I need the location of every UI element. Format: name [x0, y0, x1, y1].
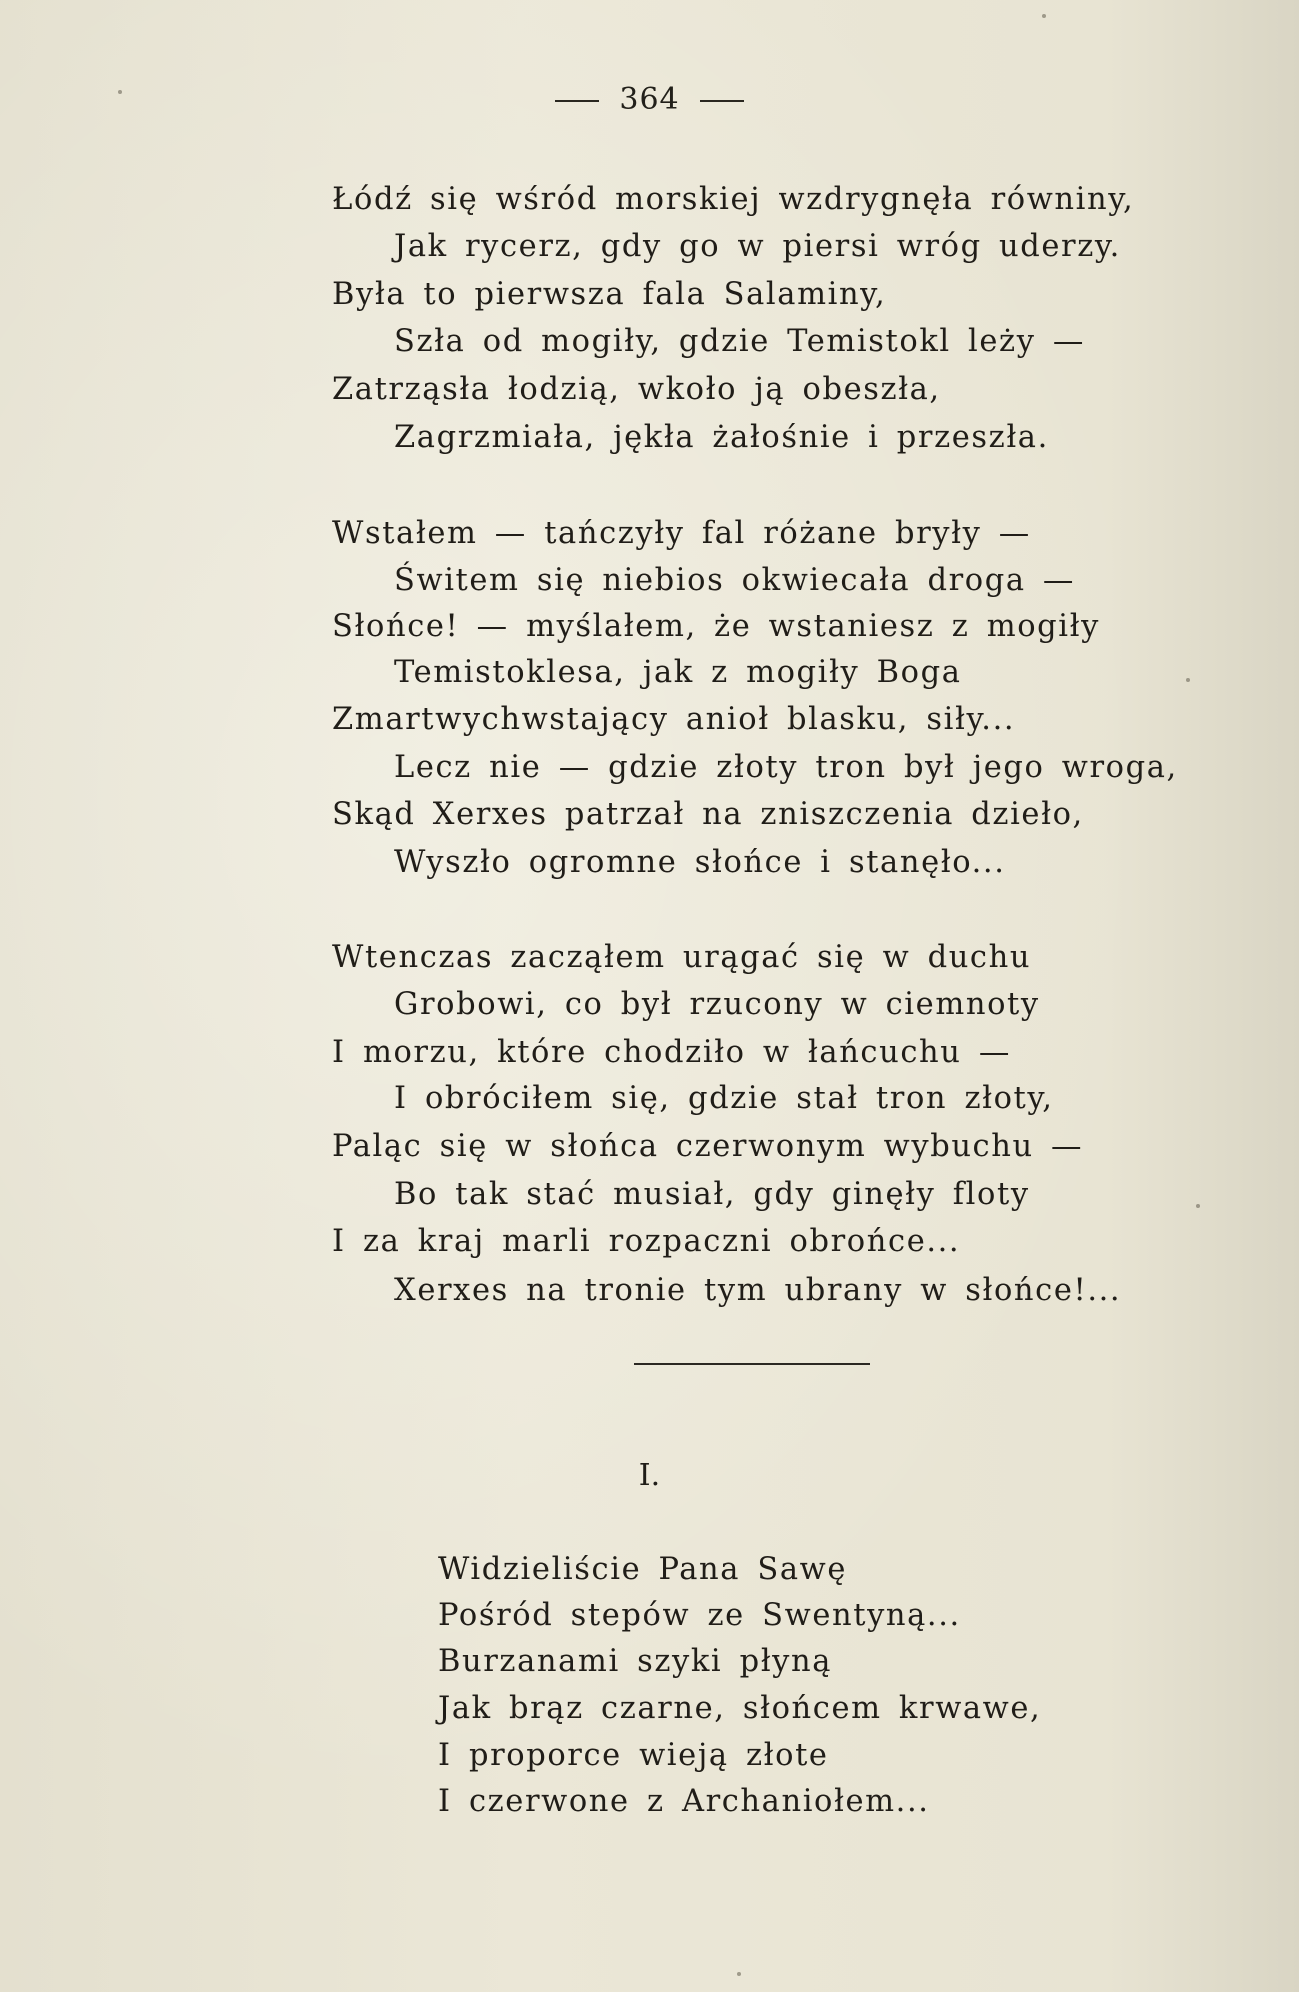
poem-line: I czerwone z Archaniołem... [438, 1784, 930, 1819]
poem-line: I morzu, które chodziło w łańcuchu — [332, 1035, 1011, 1070]
paper-speck [118, 90, 122, 94]
page-number [0, 82, 1299, 117]
poem-line: Wtenczas zacząłem urągać się w duchu [332, 940, 1032, 975]
page-number-value: 364 [619, 82, 680, 117]
poem-line: Bo tak stać musiał, gdy ginęły floty [394, 1177, 1030, 1212]
poem-line: Grobowi, co był rzucony w ciemnoty [394, 987, 1040, 1022]
poem-line: Zagrzmiała, jękła żałośnie i przeszła. [394, 420, 1049, 455]
poem-line: Szła od mogiły, gdzie Temistokl leży — [394, 324, 1085, 359]
poem-line: I za kraj marli rozpaczni obrońce... [332, 1224, 961, 1259]
poem-line: Lecz nie — gdzie złoty tron był jego wroga, [394, 750, 1178, 785]
poem-line: Łódź się wśród morskiej wzdrygnęła równiny, [332, 182, 1135, 217]
poem-line: Pośród stepów ze Swentyną... [438, 1598, 961, 1633]
paper-speck [1042, 14, 1046, 18]
poem-line: Jak rycerz, gdy go w piersi wróg uderzy. [394, 229, 1121, 264]
page-number-dash-left [555, 100, 599, 102]
poem-line: Widzieliście Pana Sawę [438, 1552, 848, 1587]
poem-line: Skąd Xerxes patrzał na zniszczenia dzieło, [332, 797, 1084, 832]
poem-line: Zmartwychwstający anioł blasku, siły... [332, 702, 1016, 737]
paper-speck [1186, 678, 1190, 682]
poem-line: Była to pierwsza fala Salaminy, [332, 277, 887, 312]
poem-line: I obróciłem się, gdzie stał tron złoty, [394, 1081, 1054, 1116]
poem-line: Świtem się niebios okwiecała droga — [394, 563, 1076, 598]
poem-line: Temistoklesa, jak z mogiły Boga [394, 655, 962, 690]
page-number-dash-right [700, 100, 744, 102]
section-divider-rule [634, 1363, 870, 1365]
poem-line: Zatrząsła łodzią, wkoło ją obeszła, [332, 372, 941, 407]
poem-line: Paląc się w słońca czerwonym wybuchu — [332, 1129, 1084, 1164]
poem-line: Burzanami szyki płyną [438, 1644, 833, 1679]
section-number: I. [638, 1458, 661, 1493]
paper-speck [1196, 1204, 1200, 1208]
poem-line: Wyszło ogromne słońce i stanęło... [394, 845, 1006, 880]
poem-line: Jak brąz czarne, słońcem krwawe, [438, 1691, 1042, 1726]
poem-line: Xerxes na tronie tym ubrany w słońce!... [394, 1273, 1122, 1308]
poem-line: Wstałem — tańczyły fal różane bryły — [332, 516, 1031, 551]
paper-speck [737, 1972, 741, 1976]
poem-line: I proporce wieją złote [438, 1738, 829, 1773]
poem-line: Słońce! — myślałem, że wstaniesz z mogiły [332, 609, 1100, 644]
